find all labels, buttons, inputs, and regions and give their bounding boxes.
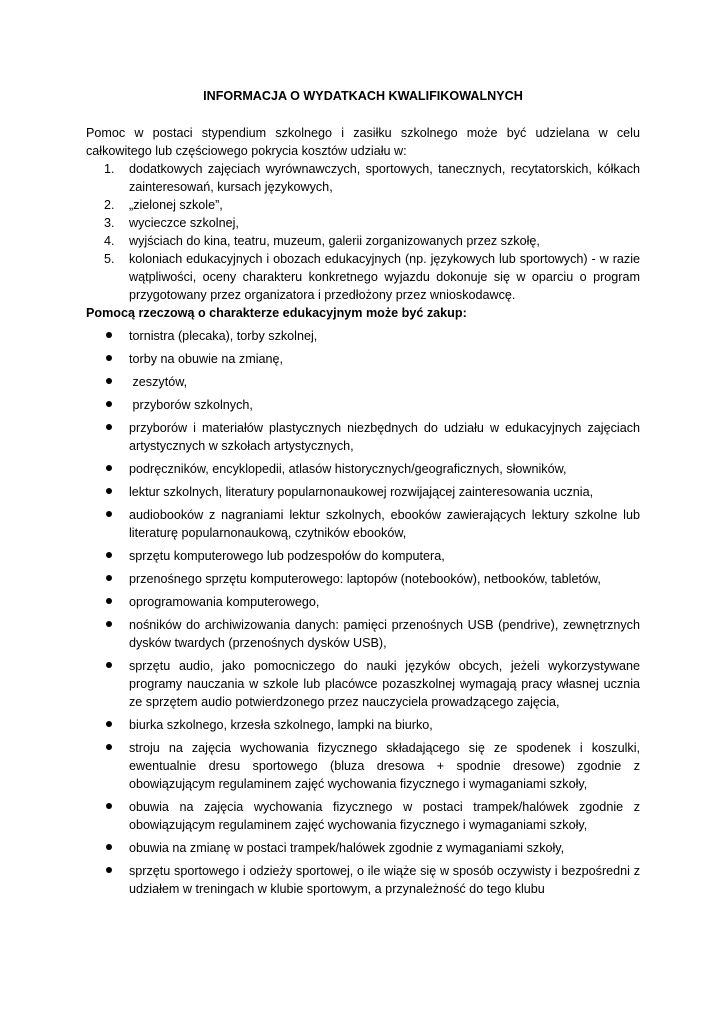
bullet-item (86, 862, 640, 898)
bullet-item (86, 657, 640, 711)
item-number: 4. (104, 234, 115, 248)
bullet-icon (106, 621, 112, 627)
bullet-text: nośników do archiwizowania danych: pamięci przenośnych USB (pendrive), zewnętrznych dysków twardych (przenośnych dysków USB), (129, 618, 640, 650)
bullet-text: oprogramowania komputerowego, (129, 595, 320, 609)
item-text: koloniach edukacyjnych i obozach edukacyjnych (np. językowych lub sportowych) - w razie wątpliwości, oceny charakteru konkretnego wyjazdu dokonuje się w oparciu o program przygotowany przez organizatora i przedłożony przez wnioskodawcę. (129, 252, 640, 302)
item-text: „zielonej szkole”, (129, 198, 223, 212)
numbered-item (86, 232, 640, 250)
bullet-item (86, 460, 640, 478)
bullet-text: sprzętu komputerowego lub podzespołów do komputera, (129, 549, 445, 563)
bullet-icon (106, 378, 112, 384)
numbered-item (86, 214, 640, 232)
bullet-item (86, 419, 640, 455)
bullet-item (86, 396, 640, 414)
bullet-icon (106, 844, 112, 850)
document-body (86, 124, 640, 898)
bullet-text: sprzętu sportowego i odzieży sportowej, o ile wiąże się w sposób oczywisty i bezpośredni z udziałem w treningach w klubie sportowym, a przynależność do tego klubu (129, 864, 640, 896)
bullet-text: biurka szkolnego, krzesła szkolnego, lampki na biurko, (129, 718, 433, 732)
bullet-item (86, 616, 640, 652)
bullet-icon (106, 465, 112, 471)
bullet-item (86, 506, 640, 542)
bullet-item (86, 739, 640, 793)
bullet-icon (106, 744, 112, 750)
bullet-text: torby na obuwie na zmianę, (129, 352, 284, 366)
bullet-item (86, 483, 640, 501)
bullet-text: stroju na zajęcia wychowania fizycznego składającego się ze spodenek i koszulki, ewentualnie dresu sportowego (bluza dresowa + spodnie dresowe) zgodnie z obowiązującym regulaminem zajęć wychowania fizycznego i wymaganiami szkoły, (129, 741, 640, 791)
bullet-text: lektur szkolnych, literatury popularnonaukowej rozwijającej zainteresowania ucznia, (129, 485, 594, 499)
item-number: 5. (104, 252, 115, 266)
bullet-text: przyborów i materiałów plastycznych niezbędnych do udziału w edukacyjnych zajęciach artystycznych w szkołach artystycznych, (129, 421, 640, 453)
bullet-icon (106, 552, 112, 558)
numbered-item (86, 196, 640, 214)
numbered-item (86, 250, 640, 304)
intro-paragraph: Pomoc w postaci stypendium szkolnego i zasiłku szkolnego może być udzielana w celu całkowitego lub częściowego pokrycia kosztów udziału w: (86, 126, 640, 158)
bullet-item (86, 798, 640, 834)
item-number: 1. (104, 162, 115, 176)
bullet-text: przyborów szkolnych, (129, 398, 253, 412)
item-number: 2. (104, 198, 115, 212)
bullet-icon (106, 355, 112, 361)
bullet-icon (106, 511, 112, 517)
item-text: wyjściach do kina, teatru, muzeum, galerii zorganizowanych przez szkołę, (129, 234, 540, 248)
numbered-item (86, 160, 640, 196)
bullet-text: podręczników, encyklopedii, atlasów historycznych/geograficznych, słowników, (129, 462, 567, 476)
item-text: dodatkowych zajęciach wyrównawczych, sportowych, tanecznych, recytatorskich, kółkach zainteresowań, kursach językowych, (129, 162, 640, 194)
bullet-icon (106, 721, 112, 727)
bullet-item (86, 350, 640, 368)
bullet-text: przenośnego sprzętu komputerowego: laptopów (notebooków), netbooków, tabletów, (129, 572, 601, 586)
bullet-text: tornistra (plecaka), torby szkolnej, (129, 329, 318, 343)
bullet-icon (106, 332, 112, 338)
bullet-item (86, 593, 640, 611)
bullet-icon (106, 662, 112, 668)
bullet-item (86, 373, 640, 391)
bullet-text: audiobooków z nagraniami lektur szkolnych, ebooków zawierających lektury szkolne lub literaturę popularnonaukową, czytników ebooków, (129, 508, 640, 540)
document-title: INFORMACJA O WYDATKACH KWALIFIKOWALNYCH (203, 89, 523, 103)
bullet-item (86, 547, 640, 565)
bullet-item (86, 839, 640, 857)
bullet-list (86, 327, 640, 898)
bullet-text: obuwia na zajęcia wychowania fizycznego w postaci trampek/halówek zgodnie z obowiązującym regulaminem zajęć wychowania fizycznego i wymaganiami szkoły, (129, 800, 640, 832)
item-number: 3. (104, 216, 115, 230)
bullet-item (86, 716, 640, 734)
bullet-icon (106, 867, 112, 873)
bullet-text: sprzętu audio, jako pomocniczego do nauki języków obcych, jeżeli wykorzystywane programy nauczania w szkole lub placówce pozaszkolnej wymagają pracy własnej ucznia ze sprzętem audio potwierdzonego przez nauczyciela prowadzącego zajęcia, (129, 659, 640, 709)
bullet-icon (106, 575, 112, 581)
bullet-icon (106, 401, 112, 407)
bullet-item (86, 570, 640, 588)
numbered-list (86, 160, 640, 304)
bullet-text: obuwia na zmianę w postaci trampek/halówek zgodnie z wymaganiami szkoły, (129, 841, 565, 855)
section-heading: Pomocą rzeczową o charakterze edukacyjnym może być zakup: (86, 306, 467, 320)
bullet-icon (106, 424, 112, 430)
bullet-icon (106, 598, 112, 604)
bullet-text: zeszytów, (129, 375, 188, 389)
bullet-icon (106, 488, 112, 494)
bullet-icon (106, 803, 112, 809)
bullet-item (86, 327, 640, 345)
item-text: wycieczce szkolnej, (129, 216, 239, 230)
